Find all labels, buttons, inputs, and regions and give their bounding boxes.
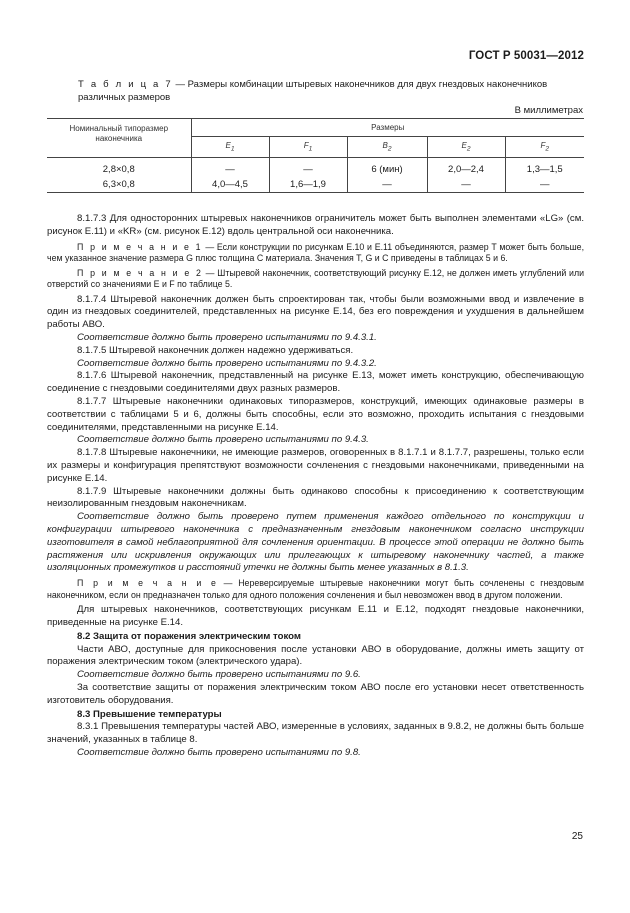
table-cell: — [347,176,427,193]
paragraph: 8.1.7.5 Штыревой наконечник должен надежно удерживаться. [77,344,354,356]
table-subheader: $E_1$ [191,137,269,158]
note [47,578,584,601]
paragraph: 8.3.1 Превышения температуры частей АВО, измеренные в условиях, заданных в 9.8.2, не должны быть больше значений, указанных в таблице 8. [47,721,584,746]
note-label: П р и м е ч а н и е 1 [77,241,203,252]
table-cell: 1,3—1,5 [505,162,584,176]
body-text [47,213,584,760]
table-caption [78,78,590,104]
compliance-text: Соответствие должно быть проверено испытаниями по 9.6. [77,669,361,681]
note-text: — Нереверсируемые штыревые наконечники могут быть сочленены с гнездовым наконечником, если он предназначен только для одного положения сочленения и был невозможен ввод в другом положении. [47,578,584,600]
note-label: П р и м е ч а н и е [77,578,218,589]
table-cell: — [505,176,584,193]
note-label: П р и м е ч а н и е 2 [77,267,203,278]
note-text: — Если конструкции по рисункам Е.10 и Е.11 объединяются, размер T может быть больше, чем указанное значение размера G плюс толщина С материала. Значения T, G и С приведены в таблицах 5 и 6. [47,241,585,264]
table-row [47,162,584,176]
table-caption-text: — Размеры комбинации штыревых наконечников для двух гнездовых наконечников различных размеров [78,79,548,103]
compliance-text: Соответствие должно быть проверено испытаниями по 9.8. [77,746,361,758]
table-subheader: $E_2$ [427,137,505,158]
page-number: 25 [571,831,583,842]
note [47,268,584,291]
standard-header: ГОСТ Р 50031—2012 [468,50,584,62]
compliance-text: Соответствие должно быть проверено путем применения каждого отдельного по конструкции и конфигурации штыревого наконечника с предназначенным гнездовым наконечником согласно инструкции изготовителя в самой неблагоприятной для сочленения ориентации. В процессе этой операции не должно быть растяжения или искривления окружающих или прилегающих к штыревому наконечнику частей, а также изоляционных промежутков и расстояний утечки не должны быть менее указанных в 8.1.3. [47,511,584,574]
paragraph: 8.1.7.3 Для односторонних штыревых наконечников ограничитель может быть выполнен элементами «LG» (см. рисунок Е.11) и «KR» (см. рисунок Е.12) вдоль центральной оси наконечника. [47,213,584,237]
paragraph: 8.1.7.9 Штыревые наконечники должны быть одинаково способны к присоединению к соответствующим неизолированным гнездовым наконечникам. [47,485,584,510]
table-cell: 2,0—2,4 [427,162,505,176]
compliance-text: Соответствие должно быть проверено испытаниями по 9.4.3.1. [77,331,377,343]
table-subheader: $F_1$ [269,137,347,158]
paragraph: За соответствие защиты от поражения электрическим током АВО после его установки несет ответственность изготовитель оборудования. [47,681,584,706]
compliance-text: Соответствие должно быть проверено испытаниями по 9.4.3.2. [77,357,377,369]
table-cell: 6,3×0,8 [47,176,191,193]
table-cell: 1,6—1,9 [269,176,347,193]
table-header-sizes: Размеры [191,119,584,137]
table-header-nominal: Номинальный типоразмер наконечника [47,119,191,158]
paragraph: Части АВО, доступные для прикосновения после установки АВО в оборудование, должны иметь защиту от поражения электрическим током (электрического удара). [47,643,584,668]
compliance-text: Соответствие должно быть проверено испытаниями по 9.4.3. [77,434,369,446]
table-subheader: $F_2$ [505,137,584,158]
paragraph: 8.1.7.4 Штыревой наконечник должен быть спроектирован так, чтобы были возможными ввод и извлечение в один из гнездовых соединителей, представленных на рисунке Е.14, без его повреждения и ухудшения в дальнейшем работы АВО. [47,293,584,331]
section-heading: 8.2 Защита от поражения электрическим током [77,630,301,642]
note [47,242,584,265]
paragraph: Для штыревых наконечников, соответствующих рисункам Е.11 и Е.12, подходят гнездовые наконечники, приведенные на рисунке Е.14. [47,604,584,628]
table-cell: — [225,163,235,175]
table-cell: 6 (мин) [347,162,427,176]
table-caption-label: Т а б л и ц а 7 [78,79,173,90]
table-cell: 2,8×0,8 [47,162,191,176]
note-text: — Штыревой наконечник, соответствующий рисунку Е.12, не должен иметь углублений или отверстий со значениями E и F по таблице 5. [47,267,584,290]
paragraph: 8.1.7.7 Штыревые наконечники одинаковых типоразмеров, конструкций, имеющих одинаковые размеры в соответствии с таблицами 5 и 6, должны быть способны, если это возможно, проходить испытания с гнездовыми соединителями, представленными на рисунке Е.14. [47,395,584,433]
table-cell: — [269,162,347,176]
table-row [47,176,584,193]
paragraph: 8.1.7.8 Штыревые наконечники, не имеющие размеров, оговоренных в 8.1.7.1 и 8.1.7.7, разрешены, только если их размеры и конфигурация препятствуют возможности сочленения с гнездовыми наконечниками, приведенными на рисунке Е.14. [47,447,584,484]
paragraph: 8.1.7.6 Штыревой наконечник, представленный на рисунке Е.13, может иметь конструкцию, обеспечивающую соединение с гнездовыми соединителями двух разных размеров. [47,370,584,395]
table-cell: 4,0—4,5 [191,176,269,193]
section-heading: 8.3 Превышение температуры [77,708,222,720]
table-cell: — [427,176,505,193]
table-subheader: $B_2$ [347,137,427,158]
dimensions-table [47,118,584,193]
table-units: В миллиметрах [514,105,583,116]
